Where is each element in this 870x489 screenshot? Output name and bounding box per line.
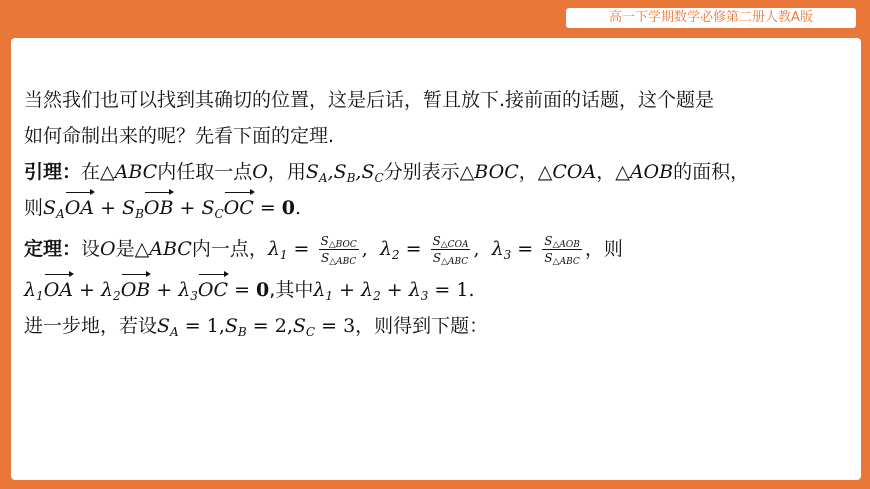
fraction-lambda-2: $\frac{S_{\triangle COA}}{S_{\triangle ABC}}$ bbox=[432, 233, 469, 267]
zero-vector: 0 bbox=[256, 279, 270, 301]
point-o: O bbox=[252, 161, 268, 183]
area-values: $S_A = 1,S_B = 2,S_C = 3$ bbox=[157, 315, 356, 339]
point-o: O bbox=[100, 238, 116, 260]
next-step-line: 进一步地，若设 $S_A = 1,S_B = 2,S_C = 3$ ，则得到下题： bbox=[24, 308, 834, 344]
theorem-vector-equation: $\lambda_1OA + \lambda_2OB + \lambda_3OC$ = bbox=[24, 272, 256, 308]
theorem-line-1: 定理： 设 O 是 △ABC 内一点， $\lambda_1$ = $\frac{S_{\triangle BOC}}{S_{\triangle ABC}}$ , $\lambda_2$ = $\frac{S_{\triangle COA}}{S_{\triangle ABC}}$ , $\lambda_3$ = $\frac{S_{\triangle AOB}}{S_{\triangle ABC}}$ ，则 bbox=[24, 226, 834, 272]
theorem-label: 定理： bbox=[24, 238, 82, 260]
lambda-2: $\lambda_2$ bbox=[379, 238, 400, 262]
zero-vector: 0 bbox=[281, 197, 296, 219]
slide-content bbox=[24, 82, 834, 344]
course-badge: 高一下学期数学必修第二册人教A版 bbox=[566, 8, 856, 28]
paragraph-line-1: 当然我们也可以找到其确切的位置，这是后话，暂且放下.接前面的话题，这个题是 bbox=[24, 89, 715, 111]
triangle-coa: △COA bbox=[537, 161, 597, 183]
lemma-vector-equation: $S_AOA + S_BOB + S_COC$ = bbox=[43, 190, 282, 226]
paragraph-line-2: 如何命制出来的呢？先看下面的定理. bbox=[24, 125, 335, 147]
triangle-aob: △AOB bbox=[615, 161, 674, 183]
triangle-boc: △BOC bbox=[459, 161, 519, 183]
theorem-line-2: $\lambda_1OA + \lambda_2OB + \lambda_3OC$ = 0 ,其中 $\lambda_1 + \lambda_2 + \lambda_3$ = 1. bbox=[24, 272, 834, 308]
fraction-lambda-1: $\frac{S_{\triangle BOC}}{S_{\triangle ABC}}$ bbox=[320, 233, 357, 267]
lambda-1: $\lambda_1$ bbox=[267, 238, 288, 262]
lambda-3: $\lambda_3$ bbox=[491, 238, 512, 262]
fraction-lambda-3: $\frac{S_{\triangle AOB}}{S_{\triangle ABC}}$ bbox=[544, 233, 580, 267]
lemma-label: 引理： bbox=[24, 161, 82, 183]
lambda-sum: $\lambda_1 + \lambda_2 + \lambda_3$ = bbox=[313, 279, 457, 303]
triangle-abc: △ABC bbox=[134, 238, 192, 260]
lemma-line-1: 引理： 在 △ABC 内任取一点 O ，用 $S_A,S_B,S_C$ 分别表示 △BOC ， △COA ， △AOB 的面积， bbox=[24, 154, 834, 190]
lemma-line-2: 则 $S_AOA + S_BOB + S_COC$ = 0 . bbox=[24, 190, 834, 226]
area-symbols: $S_A,S_B,S_C$ bbox=[305, 161, 384, 185]
triangle-abc: △ABC bbox=[100, 161, 158, 183]
